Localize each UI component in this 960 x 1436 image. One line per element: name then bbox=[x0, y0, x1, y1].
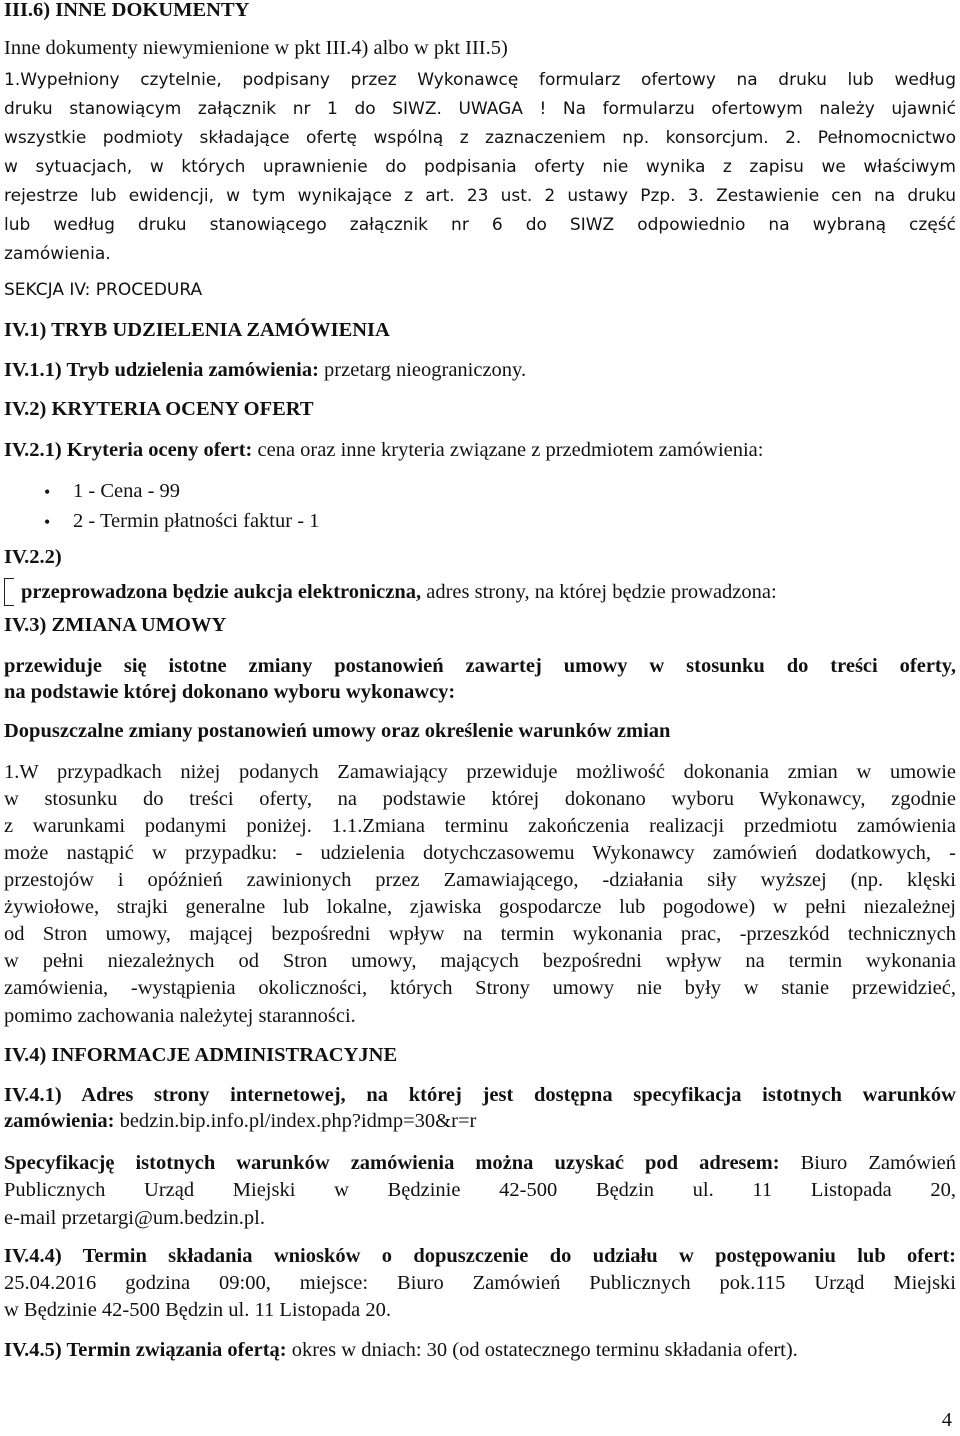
page-number: 4 bbox=[941, 1409, 952, 1431]
paragraph-line: 1.Wypełniony czytelnie, podpisany przez Wykonawcę formularz ofertowy na druku lub według bbox=[4, 70, 956, 90]
iv3-body-line: w stosunku do treści oferty, na podstawie której dokonano wyboru Wykonawcy, zgodnie bbox=[4, 788, 956, 810]
iv45-value: okres w dniach: 30 (od ostatecznego terminu składania ofert). bbox=[286, 1339, 798, 1361]
spec-line bbox=[4, 1153, 956, 1174]
iv3-body-line: przestojów i opóźnień zawinionych przez Zamawiającego, -działania siły wyższej (np. klęski bbox=[4, 869, 956, 891]
iv11-label: IV.1.1) Tryb udzielenia zamówienia: bbox=[4, 359, 319, 381]
paragraph-line: lub według druku stanowiącego załącznik nr 6 do SIWZ odpowiednio na wybraną część bbox=[4, 215, 956, 235]
iv3-bold-line: na podstawie której dokonano wyboru wykonawcy: bbox=[4, 681, 456, 703]
siwz-url[interactable]: bedzin.bip.info.pl/index.php?idmp=30&r=r bbox=[114, 1110, 477, 1132]
paragraph-line: w sytuacjach, w których uprawnienie do podpisania oferty nie wynika z zapisu we właściwym bbox=[4, 157, 956, 177]
iv3-bold-line: przewiduje się istotne zmiany postanowień zawartej umowy w stosunku do treści oferty, bbox=[4, 655, 956, 677]
iv3-body-line: 1.W przypadkach niżej podanych Zamawiający przewiduje możliwość dokonania zmian w umowie bbox=[4, 761, 956, 783]
subsection-heading-iv1: IV.1) TRYB UDZIELENIA ZAMÓWIENIA bbox=[4, 319, 390, 341]
iv41-label: zamówienia: bbox=[4, 1110, 115, 1132]
iv44-line: w Będzinie 42-500 Będzin ul. 11 Listopada 20. bbox=[4, 1299, 391, 1321]
paragraph-line: druku stanowiącym załącznik nr 1 do SIWZ. UWAGA ! Na formularzu ofertowym należy ujawnić bbox=[4, 99, 956, 119]
auction-bold: przeprowadzona będzie aukcja elektroniczna, bbox=[21, 581, 422, 603]
section-title: SEKCJA IV: PROCEDURA bbox=[4, 280, 203, 300]
auction-line bbox=[21, 582, 956, 603]
spec-label: Specyfikację istotnych warunków zamówienia można uzyskać pod adresem: bbox=[4, 1152, 780, 1174]
iv21-value: cena oraz inne kryteria związane z przedmiotem zamówienia: bbox=[252, 439, 764, 461]
bullet-icon: • bbox=[44, 482, 51, 502]
iv45-label: IV.4.5) Termin związania ofertą: bbox=[4, 1339, 287, 1361]
paragraph-line: rejestrze lub ewidencji, w tym wynikające z art. 23 ust. 2 ustawy Pzp. 3. Zestawienie cen na druku bbox=[4, 186, 956, 206]
subsection-heading-iv4: IV.4) INFORMACJE ADMINISTRACYJNE bbox=[4, 1044, 398, 1066]
spec-address-line: Publicznych Urząd Miejski w Będzinie 42-500 Będzin ul. 11 Listopada 20, bbox=[4, 1179, 956, 1201]
auction-rest: adres strony, na której będzie prowadzona: bbox=[421, 581, 777, 603]
iv3-body-line: zamówienia, -wystąpienia okoliczności, których Strony umowy nie były w stanie przewidzieć, bbox=[4, 977, 956, 999]
paragraph-line: wszystkie podmioty składające ofertę wspólną z zaznaczeniem np. konsorcjum. 2. Pełnomocnictwo bbox=[4, 128, 956, 148]
iv11-value: przetarg nieograniczony. bbox=[318, 359, 527, 381]
spec-email-line[interactable]: e-mail przetargi@um.bedzin.pl. bbox=[4, 1207, 265, 1229]
iv41-line2 bbox=[4, 1111, 956, 1132]
subsection-heading-iv3: IV.3) ZMIANA UMOWY bbox=[4, 614, 227, 636]
paragraph-line: zamówienia. bbox=[4, 244, 111, 264]
iv11-line bbox=[4, 360, 956, 381]
criteria-item: 2 - Termin płatności faktur - 1 bbox=[73, 510, 320, 532]
iv21-label: IV.2.1) Kryteria oceny ofert: bbox=[4, 439, 253, 461]
iv44-line: IV.4.4) Termin składania wniosków o dopuszczenie do udziału w postępowaniu lub ofert: bbox=[4, 1245, 956, 1267]
bullet-icon: • bbox=[44, 512, 51, 532]
iv3-body-line: z warunkami podanymi poniżej. 1.1.Zmiana terminu zakończenia realizacji przedmiotu zamówienia bbox=[4, 815, 956, 837]
iv45-line bbox=[4, 1340, 956, 1361]
intro-text: Inne dokumenty niewymienione w pkt III.4) albo w pkt III.5) bbox=[4, 37, 508, 59]
iv3-body-line: od Stron umowy, mającej bezpośredni wpływ na termin wykonania prac, -przeszkód technicznych bbox=[4, 923, 956, 945]
spec-value: Biuro Zamówień bbox=[779, 1152, 956, 1174]
section-heading-iii6: III.6) INNE DOKUMENTY bbox=[4, 0, 250, 21]
iv21-line bbox=[4, 440, 956, 461]
iv41-line: IV.4.1) Adres strony internetowej, na której jest dostępna specyfikacja istotnych warunków bbox=[4, 1084, 956, 1106]
iv22-label: IV.2.2) bbox=[4, 546, 62, 568]
iv3-body-line: żywiołowe, strajki generalne lub lokalne, zjawiska gospodarcze lub pogodowe) w pełni niezależnej bbox=[4, 896, 956, 918]
iv3-body-line: w pełni niezależnych od Stron umowy, mających bezpośredni wpływ na termin wykonania bbox=[4, 950, 956, 972]
iv3-body-line: pomimo zachowania należytej staranności. bbox=[4, 1005, 356, 1027]
checkbox-icon bbox=[4, 578, 14, 606]
iv3-body-line: może nastąpić w przypadku: - udzielenia dotychczasowemu Wykonawcy zamówień dodatkowych, - bbox=[4, 842, 956, 864]
iv44-line: 25.04.2016 godzina 09:00, miejsce: Biuro Zamówień Publicznych pok.115 Urząd Miejski bbox=[4, 1272, 956, 1294]
subsection-heading-iv2: IV.2) KRYTERIA OCENY OFERT bbox=[4, 398, 314, 420]
iv3-subheading: Dopuszczalne zmiany postanowień umowy oraz określenie warunków zmian bbox=[4, 720, 671, 742]
criteria-item: 1 - Cena - 99 bbox=[73, 480, 181, 502]
